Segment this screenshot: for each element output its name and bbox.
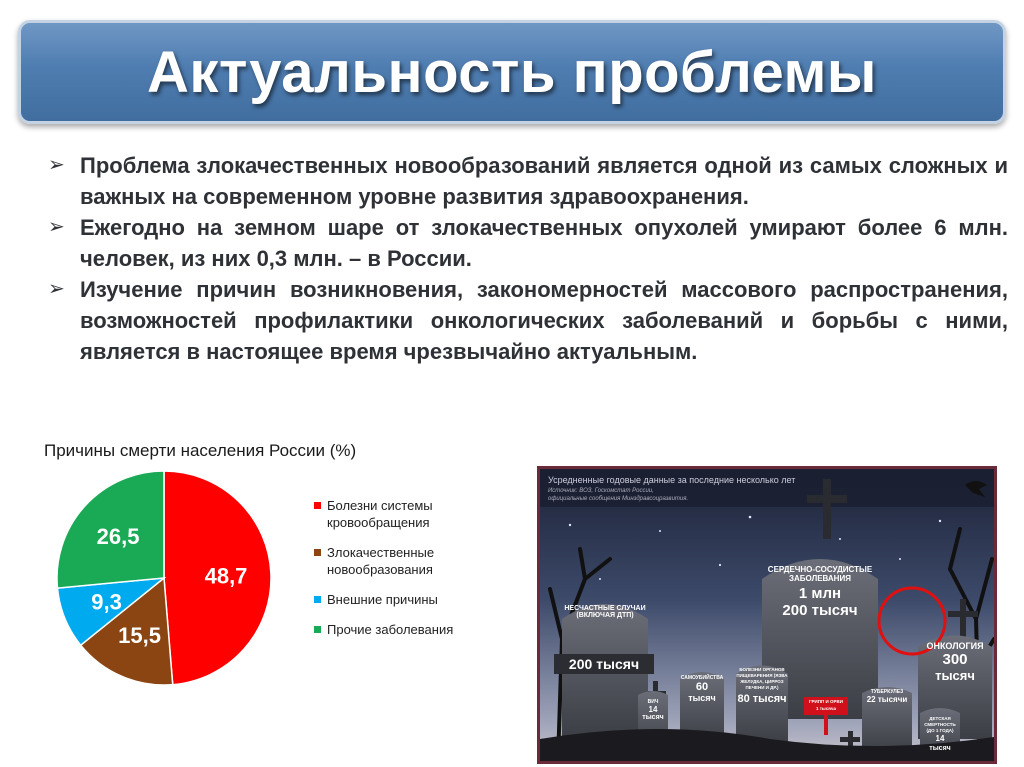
pie-slice-label: 15,5 xyxy=(118,623,161,649)
bullet-text: Ежегодно на земном шаре от злокачественных опухолей умирают более 6 млн. человек, из них 0,3 млн. – в России. xyxy=(80,215,1008,271)
legend-label: Прочие заболевания xyxy=(327,622,454,637)
stone-value: 14 xyxy=(648,705,658,714)
stone-label: ЖЕЛУДКА, ЦИРРОЗ xyxy=(740,679,784,684)
stone-label: ДЕТСКАЯ xyxy=(929,716,951,721)
stone-label: СЕРДЕЧНО-СОСУДИСТЫЕ xyxy=(767,565,873,574)
chart-title: Причины смерти населения России (%) xyxy=(44,441,357,460)
legend-item xyxy=(314,497,504,531)
arrow-bullet-icon: ➢ xyxy=(48,216,65,238)
stone-value: тысяч xyxy=(929,745,951,752)
legend-label: Злокачественные новообразования xyxy=(327,545,435,577)
stone-value: 14 xyxy=(935,734,945,743)
stone-value: 200 тысяч xyxy=(782,602,858,619)
stone-label: БОЛЕЗНИ ОРГАНОВ xyxy=(739,667,785,672)
stone-value: 300 xyxy=(942,651,968,668)
pie-slice-label: 48,7 xyxy=(204,563,248,589)
legend-swatch xyxy=(314,626,321,633)
stone-value: 1 млн xyxy=(798,585,842,602)
stone-digestive-text xyxy=(736,667,788,706)
stone-label: ОНКОЛОГИЯ xyxy=(926,641,984,651)
stone-value: тысяч xyxy=(642,714,664,721)
chart-legend xyxy=(314,497,504,651)
title-banner xyxy=(18,20,1006,124)
poster-header: Усредненные годовые данные за последние несколько лет xyxy=(548,475,796,485)
legend-swatch xyxy=(314,549,321,556)
stone-hiv-text xyxy=(638,699,668,721)
flu-sign-text xyxy=(804,698,848,712)
stone-label: (ВКЛЮЧАЯ ДТП) xyxy=(576,612,634,619)
slide-title: Актуальность проблемы xyxy=(147,39,877,105)
bullet-item xyxy=(48,274,1008,367)
stone-tb-text xyxy=(862,689,912,704)
stone-suicide-text xyxy=(680,675,724,703)
stone-value: 22 тысячи xyxy=(866,695,908,704)
stone-value: тысяч xyxy=(935,668,975,683)
stone-value: 60 xyxy=(695,681,709,693)
bullet-list xyxy=(48,150,1008,367)
stone-label: САМОУБИЙСТВА xyxy=(680,675,724,681)
stars-decoration xyxy=(569,516,941,580)
stone-label: ПИЩЕВАРЕНИЯ (ЯЗВА xyxy=(736,673,788,678)
legend-label: Болезни системы кровообращения xyxy=(327,498,433,530)
poster-source-1: Источник: ВОЗ, Госкомстат России, xyxy=(548,488,654,494)
bullet-item xyxy=(48,212,1008,274)
stone-label: ВИЧ xyxy=(647,699,659,705)
stone-value: 80 тысяч xyxy=(737,693,787,705)
bullet-text: Изучение причин возникновения, закономерностей массового распространения, возможностей профилактики онкологических заболеваний и борьбы с ними, является в настоящее время чрезвычайно актуальным. xyxy=(80,277,1008,364)
bullet-item xyxy=(48,150,1008,212)
stone-value: тысяч xyxy=(688,693,716,703)
arrow-bullet-icon: ➢ xyxy=(48,278,65,300)
stone-label: СМЕРТНОСТЬ xyxy=(924,722,956,727)
legend-item xyxy=(314,621,504,638)
stone-label: ТУБЕРКУЛЕЗ xyxy=(870,689,904,695)
cemetery-infographic xyxy=(537,466,997,764)
legend-swatch xyxy=(314,596,321,603)
stone-value: 200 тысяч xyxy=(554,654,654,674)
legend-swatch xyxy=(314,502,321,509)
bullet-text: Проблема злокачественных новообразований является одной из самых сложных и важных на современном уровне развития здравоохранения. xyxy=(80,153,1008,209)
pie-chart xyxy=(52,466,276,690)
legend-item xyxy=(314,544,504,578)
stone-accidents-text xyxy=(562,605,648,619)
stone-label: ЗАБОЛЕВАНИЯ xyxy=(789,574,851,583)
stone-child-text xyxy=(920,716,960,753)
pie-slice-label: 26,5 xyxy=(96,524,140,550)
stone-label: НЕСЧАСТНЫЕ СЛУЧАИ xyxy=(564,605,646,612)
legend-item xyxy=(314,591,504,608)
poster-source-2: официальные сообщения Минздравсоцразвития. xyxy=(548,496,689,502)
stone-label: ПЕЧЕНИ И ДР.) xyxy=(745,685,779,690)
stone-value: 1 тысяча xyxy=(815,706,837,711)
legend-label: Внешние причины xyxy=(327,592,438,607)
stone-label: (ДО 1 ГОДА) xyxy=(926,728,954,733)
arrow-bullet-icon: ➢ xyxy=(48,154,65,176)
pie-slice-label: 9,3 xyxy=(91,589,122,615)
stone-oncology-text xyxy=(918,641,992,683)
stone-label: ГРИПП И ОРВИ xyxy=(809,699,843,704)
stone-cardio-text xyxy=(762,565,878,619)
